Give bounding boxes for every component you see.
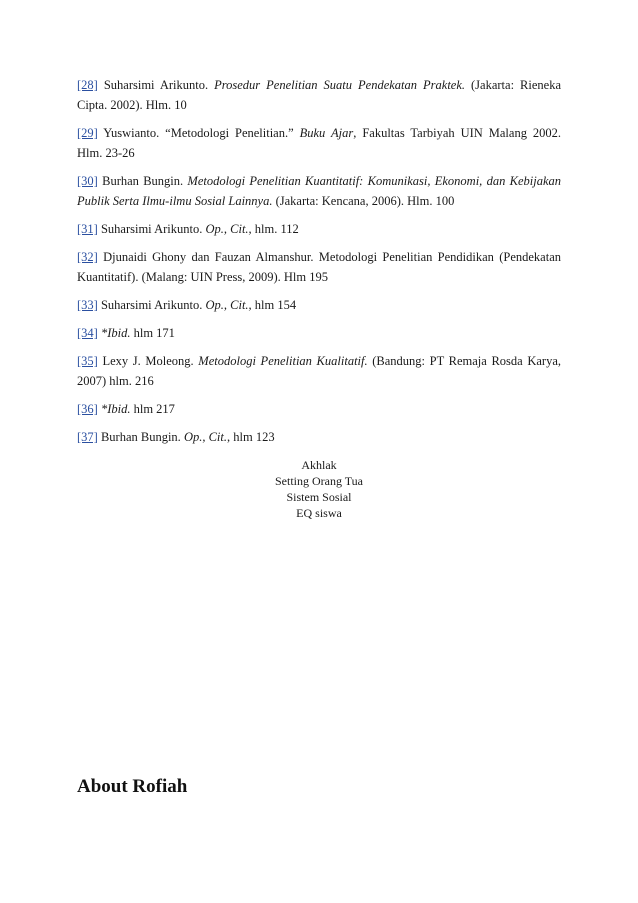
footnote-31: [31] Suharsimi Arikunto. Op., Cit., hlm. 112	[77, 222, 299, 236]
footnote-29: [29] Yuswianto. “Metodologi Penelitian.” Buku Ajar, Fakultas Tarbiyah UIN Malang 2002. Hlm. 23-26	[77, 126, 562, 160]
keyword-line: Sistem Sosial	[286, 490, 352, 504]
keyword-line: Akhlak	[301, 458, 337, 472]
footnote-34: [34] *Ibid. hlm 171	[77, 326, 175, 340]
footnote-37: [37] Burhan Bungin. Op., Cit., hlm 123	[77, 430, 275, 444]
keyword-line: Setting Orang Tua	[274, 474, 363, 488]
footnote-33: [33] Suharsimi Arikunto. Op., Cit., hlm 154	[77, 298, 297, 312]
footnote-ref-link[interactable]: [32]	[77, 250, 98, 264]
footnote-ref-link[interactable]: [31]	[77, 222, 98, 236]
footnote-35: [35] Lexy J. Moleong. Metodologi Penelitian Kualitatif. (Bandung: PT Remaja Rosda Karya, 2007) hlm. 216	[77, 354, 561, 388]
footnote-32: [32] Djunaidi Ghony dan Fauzan Almanshur. Metodologi Penelitian Pendidikan (Pendekatan Kuantitatif). (Malang: UIN Press, 2009). Hlm 195	[77, 250, 561, 284]
footnote-ref-link[interactable]: [29]	[77, 126, 98, 140]
footnote-36: [36] *Ibid. hlm 217	[77, 402, 175, 416]
footnote-ref-link[interactable]: [34]	[77, 326, 98, 340]
footnote-ref-link[interactable]: [37]	[77, 430, 98, 444]
footnote-ref-link[interactable]: [33]	[77, 298, 98, 312]
footnote-30: [30] Burhan Bungin. Metodologi Penelitian Kuantitatif: Komunikasi, Ekonomi, dan Kebijakan Publik Serta Ilmu-ilmu Sosial Lainnya. (Jakarta: Kencana, 2006). Hlm. 100	[77, 174, 561, 208]
footnote-ref-link[interactable]: [35]	[77, 354, 98, 368]
footnote-28: [28] Suharsimi Arikunto. Prosedur Penelitian Suatu Pendekatan Praktek. (Jakarta: Rieneka Cipta. 2002). Hlm. 10	[77, 78, 561, 112]
keyword-line: EQ siswa	[296, 506, 342, 520]
centered-keywords	[77, 457, 561, 521]
footnote-list	[77, 75, 561, 447]
footnote-ref-link[interactable]: [36]	[77, 402, 98, 416]
document-page	[77, 75, 561, 521]
about-heading: About Rofiah	[77, 776, 188, 797]
footnote-ref-link[interactable]: [30]	[77, 174, 98, 188]
footnote-ref-link[interactable]: [28]	[77, 78, 98, 92]
